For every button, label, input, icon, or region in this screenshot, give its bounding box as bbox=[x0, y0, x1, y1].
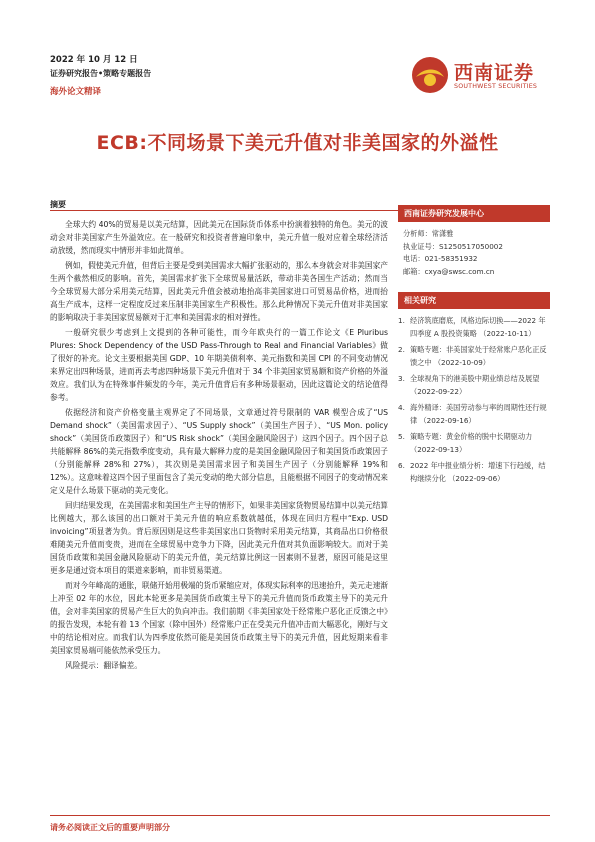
email-address: 邮箱：cxya@swsc.com.cn bbox=[403, 266, 495, 276]
related-item[interactable] bbox=[398, 460, 550, 485]
logo-emblem-icon bbox=[410, 55, 450, 95]
analyst-line bbox=[398, 228, 550, 241]
logo-name: 西南证券 bbox=[454, 62, 535, 84]
paragraph: 全球大约 40%的贸易是以美元结算，因此美元在国际货币体系中扮演着独特的角色。美元的波动会对非美国家产生外溢效应。在一般研究和投资者普遍印象中，美元升值一般对应着全球经济活动放缓，然而现实中情形并非如此简单。 bbox=[50, 220, 388, 255]
report-type: 证券研究报告•策略专题报告 bbox=[50, 69, 152, 78]
related-item-text: 2022 年中报业绩分析：增速下行趋缓，结构继续分化 （2022-09-06） bbox=[410, 461, 546, 483]
paragraph: 回归结果发现，在美国需求和美国生产主导的情形下，如果非美国家货物贸易结算中以美元结算比例越大，那么该国的出口额对于美元升值的响应系数就越低，体现在回归方程中“Exp. USD invoicing”项显著为负。背后原因则是这些非美国家出口货物时采用美元结算，其商品出口价格很难随美元升值而变贵，进而在全球贸易中竞争力下降，因此美元升值对其负面影响较大。而对于美国货币政策和美国金融风险驱动下的美元升值，美元结算比例这一因素则不显著，原因可能是这里更多是通过资本项目的渠道来影响，而非贸易渠道。 bbox=[50, 501, 388, 575]
summary-label: 摘要 bbox=[50, 200, 66, 209]
report-title: ECB:不同场景下美元升值对非美国家的外溢性 bbox=[96, 132, 499, 154]
footer-disclaimer: 请务必阅读正文后的重要声明部分 bbox=[50, 823, 170, 832]
related-item[interactable] bbox=[398, 344, 550, 369]
related-item-text: 策略专题：非美国家处于经常账户恶化正反馈之中 （2022-10-09） bbox=[410, 345, 547, 367]
related-research-list bbox=[398, 315, 550, 485]
risk-warning: 风险提示：翻译偏差。 bbox=[65, 661, 142, 670]
related-item-number: 5. bbox=[398, 432, 405, 441]
related-item-text: 海外精译：美国劳动参与率的周期性还行规律 （2022-09-16） bbox=[410, 403, 547, 425]
related-item-text: 策略专题：黄金价格的脱中长期驱动力 （2022-09-13） bbox=[410, 432, 533, 454]
logo-subtitle: SOUTHWEST SECURITIES bbox=[454, 83, 538, 90]
related-item-number: 3. bbox=[398, 374, 405, 383]
analyst-name: 常潇雅 bbox=[431, 229, 454, 238]
related-item-number: 4. bbox=[398, 403, 405, 412]
paragraph: 一般研究很少考虑到上文提到的各种可能性，而今年欧央行的一篇工作论文《E Pluribus Plures: Shock Dependency of the USD Pass-Through to Real and Financial Variables》做了很好的补充。论文主要根据美国 GDP、10 年期美债利率、美元指数和美国 CPI 的不同变动情况来界定出四种场景，进而再去考虑四种场景下美元升值对于 34 个非美国家贸易额和资产价格的外溢效应。我们认为在特殊事件频发的今年，美元升值背后有多种场景驱动，因此这篇论文的结论值得参考。 bbox=[50, 328, 388, 402]
related-item[interactable] bbox=[398, 431, 550, 456]
company-logo bbox=[408, 53, 558, 97]
related-item[interactable] bbox=[398, 315, 550, 340]
sidebar bbox=[398, 205, 550, 489]
summary-body bbox=[50, 218, 388, 672]
related-item-number: 1. bbox=[398, 316, 405, 325]
cert-number: 执业证号：S1250517050002 bbox=[403, 241, 503, 251]
related-research-header: 相关研究 bbox=[398, 292, 550, 309]
report-column: 海外论文精译 bbox=[50, 87, 102, 97]
phone-number: 电话：021-58351932 bbox=[403, 254, 478, 263]
related-item-text: 全球视角下的港美股中期业绩总结及展望 （2022-09-22） bbox=[410, 374, 540, 396]
analyst-label: 分析师： bbox=[403, 229, 432, 238]
paragraph: 例如，假使美元升值，但背后主要是受到美国需求大幅扩张驱动的，那么本身就会对非美国家产生两个截然相反的影响。首先，美国需求扩张下全球贸易量活跃，带动非美各国生产活动；然而当今全球贸易大部分采用美元结算，因此美元升值会被动地抬高非美国家进口可贸易品价格，进而抬高生产成本，这样一定程度反过来压制非美国家生产积极性。那么此种情况下美元升值对非美国家的影响取决于非美国家贸易额对于汇率和美国需求的相对弹性。 bbox=[50, 261, 388, 322]
footer-divider bbox=[50, 815, 550, 816]
report-date: 2022 年 10 月 12 日 bbox=[50, 55, 138, 65]
paragraph: 依据经济和资产价格变量主观界定了不同场景，文章通过符号限制的 VAR 模型合成了“US Demand shock”（美国需求因子）、“US Supply shock”（美国生产因子）、“US Mon. policy shock”（美国货币政策因子）和“US Risk shock”（美国金融风险因子）这四个因子。四个因子总共能解释 86%的美元指数季度变动，具有最大解释力度的是美国金融风险因子和美国货币政策因子（分别能解释 28%和 27%），其次则是美国需求因子和美国生产因子（分别能解释 19%和 12%）。这意味着这四个因子里面包含了美元变动的绝大部分信息，且能根据不同因子的变动情况来定义是什么场景下驱动的美元变化。 bbox=[50, 408, 388, 495]
related-item-number: 6. bbox=[398, 461, 405, 470]
institute-header: 西南证券研究发展中心 bbox=[398, 205, 550, 222]
related-item[interactable] bbox=[398, 373, 550, 398]
paragraph: 而对今年峰高的通胀，联储开始用极端的货币紧缩应对，体现实际利率的迅速抬升，美元走速渐上冲至 02 年的水位，因此本轮更多是美国货币政策主导下的美元升值而货币政策主导下的美元升值，会对非美国家的贸易产生巨大的负向冲击。我们前期《非美国家处于经常账户恶化正反馈之中》的报告发现，本轮有着 13 个国家（除中国外）经常账户正在受美元升值冲击而大幅恶化，刚好与文中的结论相对应。而我们认为四季度依然可能是美国货币政策主导下的美元升值，因此短期来看非美国家贸易端可能依然承受压力。 bbox=[50, 581, 388, 655]
related-item[interactable] bbox=[398, 402, 550, 427]
related-item-number: 2. bbox=[398, 345, 405, 354]
related-item-text: 经济筑底磨底，风格边际切换——2022 年四季度 A 股投资策略 （2022-10-11） bbox=[410, 316, 546, 338]
